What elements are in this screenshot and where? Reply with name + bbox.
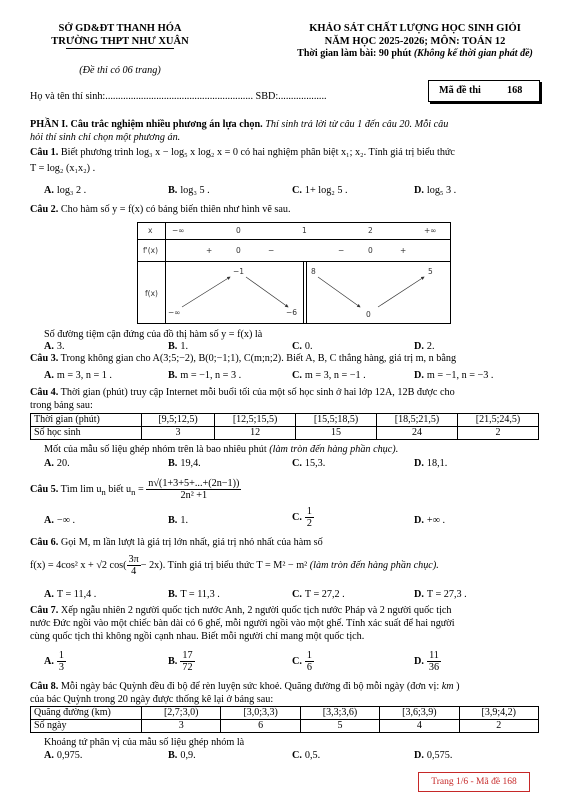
q8-option-c[interactable]: C. 0,5. (292, 750, 321, 761)
q2-option-a[interactable]: A. 3. (44, 341, 65, 352)
q3-option-d[interactable]: D. m = −1, n = −3 . (414, 370, 494, 381)
page-footer-badge (418, 772, 530, 792)
q5-denominator: 2n² +1 (180, 490, 208, 501)
q8-th-2: [3,0;3,3) (221, 707, 300, 720)
q4-stem (30, 386, 455, 399)
q8-th-1: [2,7;3,0) (142, 707, 221, 720)
q8-label: Câu 8. (30, 681, 59, 692)
q7-option-d[interactable]: D. $\frac{11}{36}$ (414, 650, 440, 673)
q6-option-a[interactable]: A. T = 11,4 . (44, 589, 97, 600)
school-underline (66, 48, 174, 49)
exam-time (262, 48, 568, 61)
bvt-f-label: f(x) (145, 289, 158, 298)
q8-table (30, 706, 539, 733)
q8-option-d[interactable]: D. 0,575. (414, 750, 453, 761)
part1-desc: Thí sinh trả lời từ câu 1 đến câu 20. Mỗi câu (262, 119, 449, 130)
bvt-fp-sign-3: − (338, 246, 345, 255)
q6-option-b[interactable]: B. T = 11,3 . (168, 589, 220, 600)
q1-label: Câu 1. (30, 147, 59, 158)
q4-option-a[interactable]: A. 20. (44, 458, 70, 469)
q2-text2: Số đường tiệm cận đứng của đồ thị hàm số y = f(x) là (44, 329, 263, 340)
q5-stem: Câu 5. Tìm $\lim u_n$ biết $u_n$ = $\frac{n√(1+3+5+...+(2n-1))}{\text{2n² +1}}$ (30, 478, 240, 501)
q7-label: Câu 7. (30, 605, 59, 616)
q8-row-label: Số ngày (31, 720, 142, 733)
page-footer-label: Trang 1/6 - Mã đề 168 (431, 777, 517, 787)
q5-label: Câu 5. (30, 483, 59, 495)
q5-fraction (146, 478, 241, 501)
q3-option-c[interactable]: C. m = 3, n = −1 . (292, 370, 366, 381)
q6-formula: f(x) = 4cos² x + √2 cos( $\frac{3\pi}{4}$ − 2x). Tính giá trị biểu thức T = M² − m² (làm tròn đến hàng phần chục). (30, 554, 439, 577)
exam-title: KHẢO SÁT CHẤT LƯỢNG HỌC SINH GIỎI (309, 23, 521, 34)
name-sbd-line: Họ và tên thí sinh:.......................................................... SBD:................... (30, 91, 327, 102)
q4-td-2: 12 (215, 427, 296, 440)
q6-option-c[interactable]: C. T = 27,2 . (292, 589, 345, 600)
q4-text: Thời gian (phút) truy cập Internet mỗi buổi tối của một số học sinh ở hai lớp 12A, 12B được cho (58, 387, 455, 398)
q1-text2: T = log₂ (x₁x₂) . (30, 163, 96, 174)
school-name: TRƯỜNG THPT NHƯ XUÂN (51, 36, 189, 47)
bvt-fp-sign-1: + (206, 246, 213, 255)
q6-formula-c: . Tính giá trị biểu thức T = M² − m² (162, 559, 310, 571)
q2-label: Câu 2. (30, 204, 59, 215)
pages-note: (Đề thi có 06 trang) (79, 65, 161, 76)
bvt-x-1: 1 (302, 226, 307, 235)
q7-option-a[interactable]: A. $\frac{1}{3}$ (44, 650, 64, 673)
q8-td-1: 3 (142, 720, 221, 733)
q1-stem (30, 146, 455, 159)
q6-formula-frac: $\frac{3\pi}{4}$ (128, 554, 139, 577)
bvt-x-0: 0 (236, 226, 241, 235)
q1-text: log₃ x − log₅ x log₂ x = 0 có hai nghiệm phân biệt x₁; x₂. Tính giá trị biểu thức (136, 147, 455, 158)
q3-stem (30, 352, 456, 365)
bvt-fp-zero-2: 0 (368, 246, 373, 255)
bvt-x-pos-inf: +∞ (424, 226, 437, 235)
q4-th-4: [18,5;21,5) (377, 414, 458, 427)
q5-option-a[interactable]: A. −∞ . (44, 515, 76, 526)
q8-td-4: 4 (380, 720, 459, 733)
q5-option-d[interactable]: D. +∞ . (414, 515, 446, 526)
q3-text: Trong không gian cho A(3;5;−2), B(0;−1;1), C(m;n;2). Biết A, B, C thẳng hàng, giá trị m, n bằng (58, 353, 457, 364)
q7-option-c[interactable]: C. $\frac{1}{6}$ (292, 650, 312, 673)
q5-option-b[interactable]: B. 1. (168, 515, 188, 526)
q8-line1-end: ) (453, 681, 460, 692)
q6-formula-a: f(x) = 4cos² x + √2 cos (30, 559, 124, 571)
q8-th-5: [3,9;4,2) (459, 707, 538, 720)
q5-numerator: n√(1+3+5+...+(2n−1)) (148, 478, 240, 489)
q4-text2-note: (làm tròn đến hàng phần chục). (269, 444, 399, 455)
q4-th-1: [9,5;12,5) (142, 414, 215, 427)
q2-stem (30, 203, 291, 216)
q8-unit: km (441, 681, 454, 692)
q8-td-5: 2 (459, 720, 538, 733)
bvt-fp-sign-4: + (400, 246, 407, 255)
part1-desc2: hỏi thí sinh chỉ chọn một phương án. (30, 132, 181, 143)
q8-td-2: 6 (221, 720, 300, 733)
dept-name: SỞ GD&ĐT THANH HÓA (58, 23, 182, 34)
q1-option-b[interactable]: B. log₃ 5 . (168, 185, 210, 196)
q5-text-mid: biết u (105, 483, 132, 495)
q4-option-d[interactable]: D. 18,1. (414, 458, 448, 469)
q1-option-d[interactable]: D. log₅ 3 . (414, 185, 457, 196)
q8-option-b[interactable]: B. 0,9. (168, 750, 196, 761)
q4-option-b[interactable]: B. 19,4. (168, 458, 201, 469)
q4-label: Câu 4. (30, 387, 59, 398)
q6-stem (30, 536, 323, 549)
time-note: (Không kể thời gian phát đề) (413, 48, 533, 59)
bvt-fp-zero-1: 0 (236, 246, 241, 255)
q6-option-d[interactable]: D. T = 27,3 . (414, 589, 467, 600)
bvt-arrows (138, 223, 450, 323)
q4-th-2: [12,5;15,5) (215, 414, 296, 427)
q8-line2: của bác Quỳnh trong 20 ngày được thống kê lại ở bảng sau: (30, 694, 274, 705)
q8-th-3: [3,3;3,6) (300, 707, 379, 720)
q5-option-c[interactable]: C. $\frac{1}{2}$ (292, 506, 312, 529)
bvt-x-2: 2 (368, 226, 373, 235)
q4-th-5: [21,5;24,5) (458, 414, 539, 427)
q4-option-c[interactable]: C. 15,3. (292, 458, 326, 469)
q2-text: Cho hàm số y = f(x) có bảng biến thiên như hình vẽ sau. (58, 204, 291, 215)
q3-label: Câu 3. (30, 353, 59, 364)
q7-option-b[interactable]: B. $\frac{17}{72}$ (168, 650, 193, 673)
bvt-f-neg6: −6 (286, 308, 298, 317)
part1-heading (30, 118, 448, 131)
bvt-f-5: 5 (428, 267, 433, 276)
bvt-x-label: x (148, 226, 153, 235)
q4-th-3: [15,5;18,5) (296, 414, 377, 427)
q8-text2: Khoảng tứ phân vị của mẫu số liệu ghép nhóm là (44, 737, 245, 748)
q8-th-0: Quãng đường (km) (31, 707, 142, 720)
q4-text2-main: Mốt của mẫu số liệu ghép nhóm trên là bao nhiêu phút (44, 444, 270, 455)
bvt-fp-label: f'(x) (143, 246, 158, 255)
q7-line1: Xếp ngẫu nhiên 2 người quốc tịch nước Anh, 2 người quốc tịch nước Pháp và 2 người quốc tịch (58, 605, 452, 616)
q8-th-4: [3,6;3,9) (380, 707, 459, 720)
bvt-fp-sign-2: − (268, 246, 275, 255)
q8-option-a[interactable]: A. 0,975. (44, 750, 83, 761)
q4-td-5: 2 (458, 427, 539, 440)
q4-text-b: trong bảng sau: (30, 400, 93, 411)
q4-th-0: Thời gian (phút) (31, 414, 142, 427)
q4-table (30, 413, 539, 440)
q6-text: Gọi M, m lần lượt là giá trị lớn nhất, giá trị nhỏ nhất của hàm số (58, 537, 323, 548)
q7-stem (30, 604, 452, 617)
q1-option-c[interactable]: C. 1+ log₂ 5 . (292, 185, 348, 196)
q8-line1: Mỗi ngày bác Quỳnh đều đi bộ để rèn luyện sức khoẻ. Quãng đường đi bộ mỗi ngày (đơn vị: (58, 681, 442, 692)
q4-td-3: 15 (296, 427, 377, 440)
q7-line3: cùng quốc tịch thì không ngồi cạnh nhau. Biết mỗi người chỉ mang một quốc tịch. (30, 631, 365, 642)
q6-formula-b: − 2x (140, 559, 160, 571)
q4-td-1: 3 (142, 427, 215, 440)
variation-table (137, 222, 451, 324)
exam-code-label: Mã đề thi (439, 85, 481, 96)
q4-row-label: Số học sinh (31, 427, 142, 440)
bvt-f-max-1: −1 (233, 267, 245, 276)
q6-formula-note: (làm tròn đến hàng phần chục). (309, 559, 439, 571)
exam-code-box (428, 80, 540, 102)
bvt-f-0: 0 (366, 310, 371, 319)
time-label: Thời gian làm bài: 90 phút (297, 48, 414, 59)
q3-option-b[interactable]: B. m = −1, n = 3 . (168, 370, 242, 381)
q3-option-a[interactable]: A. m = 3, n = 1 . (44, 370, 112, 381)
q5-text: Tìm lim u (58, 483, 102, 495)
q8-stem (30, 680, 460, 693)
exam-code-value: 168 (507, 85, 523, 96)
q2-option-b[interactable]: B. 1. (168, 341, 188, 352)
bvt-f-8: 8 (311, 267, 316, 276)
q1-option-a[interactable]: A. log₃ 2 . (44, 185, 87, 196)
exam-year-subject: NĂM HỌC 2025-2026; MÔN: TOÁN 12 (324, 36, 506, 47)
q6-label: Câu 6. (30, 537, 59, 548)
q8-td-3: 5 (300, 720, 379, 733)
part1-title: PHẦN I. Câu trắc nghiệm nhiều phương án lựa chọn. (30, 119, 263, 130)
q7-line2: nước Đức ngồi vào một chiếc bàn dài có 6 ghế, mỗi người ngồi vào một ghế. Tính xác suất để hai người (30, 618, 455, 629)
bvt-f-neg-inf: −∞ (168, 308, 181, 317)
q4-text2 (44, 443, 398, 456)
bvt-x-neg-inf: −∞ (172, 226, 185, 235)
q4-td-4: 24 (377, 427, 458, 440)
q1-text-intro: Biết phương trình (60, 147, 137, 158)
q2-option-d[interactable]: D. 2. (414, 341, 435, 352)
q2-option-c[interactable]: C. 0. (292, 341, 313, 352)
